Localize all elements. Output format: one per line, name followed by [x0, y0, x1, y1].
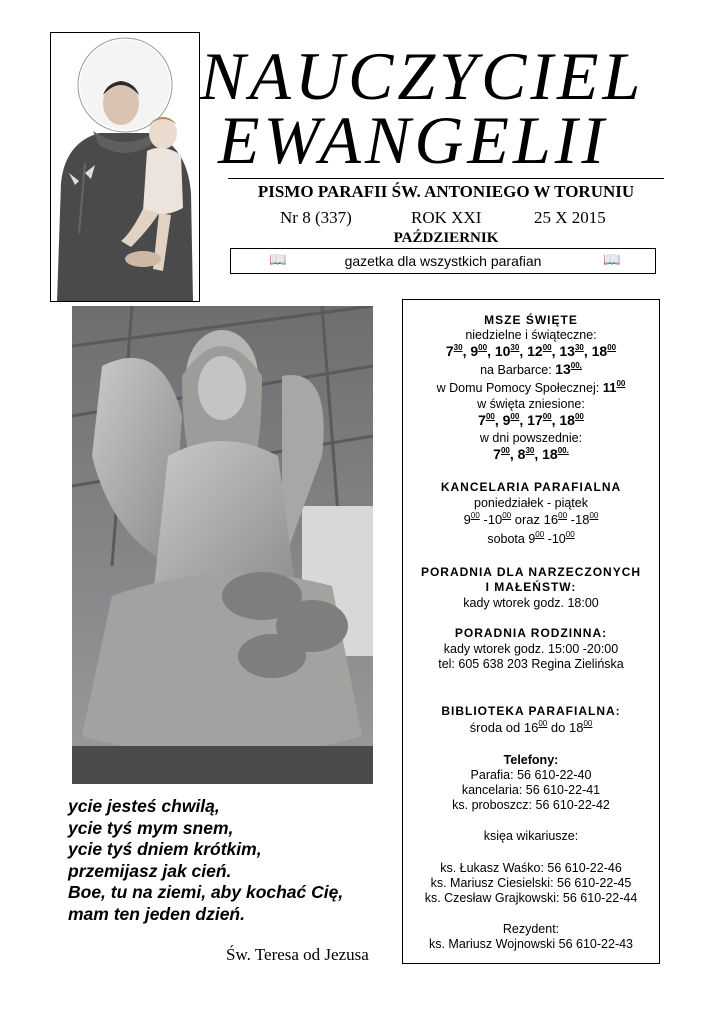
office-saturday: sobota $9^{00}$ $-10^{00}$: [487, 530, 575, 546]
poem: [68, 796, 398, 925]
parish-info-box: [402, 299, 660, 964]
library-text: środa od $16^{00}$ do $18^{00}$: [469, 719, 593, 735]
mass-time: $7^{00}$: [493, 446, 510, 462]
couples-heading: PORADNIA DLA NARZECZONYCH: [420, 565, 642, 579]
saint-anthony-picture: [50, 32, 200, 302]
phone-parish: Parafia: 56 610-22-40: [470, 768, 592, 782]
vicar-phone: ks. Czesław Grajkowski: 56 610-22-44: [424, 891, 638, 905]
poem-line: Boe, tu na ziemi, aby kochać Cię,: [68, 882, 344, 902]
issue-month: PAŹDZIERNIK: [393, 230, 499, 246]
sunday-label: niedzielne i świąteczne:: [465, 328, 597, 342]
poem-line: przemijasz jak cień.: [68, 860, 232, 881]
office-heading: KANCELARIA PARAFIALNA: [440, 480, 622, 494]
book-icon: 📖: [269, 251, 287, 267]
book-icon: 📖: [603, 251, 621, 267]
issue-date: 25 X 2015: [534, 208, 606, 227]
mass-time: $9^{00}$: [502, 412, 520, 428]
family-text-1: kady wtorek godz. 15:00 -20:00: [443, 642, 619, 656]
issue-year: ROK XXI: [411, 208, 482, 227]
tagline-box: [230, 248, 656, 274]
family-heading: PORADNIA RODZINNA:: [454, 626, 608, 640]
angel-statue-photo: [72, 306, 373, 784]
couples-heading-2: I MAŁEŃSTW:: [485, 580, 577, 594]
poem-line: ycie jesteś chwilą,: [68, 796, 220, 816]
office-days: poniedziałek - piątek: [474, 496, 588, 510]
masthead-subtitle: PISMO PARAFII ŚW. ANTONIEGO W TORUNIU: [257, 182, 635, 201]
poem-line: ycie tyś dniem krótkim,: [68, 839, 262, 859]
library-heading: BIBLIOTEKA PARAFIALNA:: [441, 704, 621, 718]
phones-heading: Telefony:: [503, 753, 559, 767]
mass-time: $8^{30}$: [517, 446, 535, 462]
phone-pastor: ks. proboszcz: 56 610-22-42: [452, 798, 610, 812]
mass-time: $12^{00}$: [527, 343, 552, 359]
weekday-label: w dni powszednie:: [479, 431, 583, 445]
mass-time: $7^{00}$: [478, 412, 495, 428]
poem-author: Św. Teresa od Jezusa: [226, 945, 369, 964]
family-text-2: tel: 605 638 203 Regina Zielińska: [438, 657, 624, 671]
issue-number: Nr 8 (337): [280, 208, 352, 227]
holy-days-times: $7^{00}$, $9^{00}$, $17^{00}$, $18^{00}$: [478, 412, 584, 428]
mass-time: $7^{30}$: [445, 343, 463, 359]
masses-heading: MSZE ŚWIĘTE: [484, 313, 578, 327]
barbarka-line: na Barbarce: $13^{00,}$: [480, 361, 582, 377]
resident-phone: ks. Mariusz Wojnowski 56 610-22-43: [428, 937, 634, 951]
phone-office: kancelaria: 56 610-22-41: [461, 783, 601, 797]
poem-line: ycie tyś mym snem,: [68, 817, 234, 838]
mass-time: $18^{00.}$: [542, 446, 569, 462]
vicar-phone: ks. Mariusz Ciesielski: 56 610-22-45: [430, 876, 632, 890]
couples-text: kady wtorek godz. 18:00: [463, 596, 599, 610]
holy-days-label: w święta zniesione:: [477, 397, 585, 411]
vicar-phone: ks. Łukasz Waśko: 56 610-22-46: [440, 861, 622, 875]
masthead-rule: [228, 178, 664, 179]
sunday-times: $7^{30}$, $9^{00}$, $10^{30}$, $12^{00}$, $13^{30}$, $18^{00}$: [445, 343, 617, 359]
mass-time: $18^{00}$: [559, 412, 584, 428]
office-hours: $9^{00}$ $-10^{00}$ oraz $16^{00}$ $-18^{00}$: [463, 511, 599, 527]
tagline: gazetka dla wszystkich parafian: [344, 253, 542, 269]
mass-time: $10^{30}$: [494, 343, 520, 359]
mass-time: $9^{00}$: [470, 343, 488, 359]
masthead-title-line-1: NAUCZYCIEL: [200, 38, 645, 114]
poem-line: mam ten jeden dzień.: [68, 903, 245, 924]
weekday-times: $7^{00}$, $8^{30}$, $18^{00.}$: [493, 446, 569, 462]
mass-time: $13^{30}$: [559, 343, 584, 359]
mass-time: $18^{00}$: [591, 343, 617, 359]
masthead-title-line-2: EWANGELII: [218, 102, 609, 178]
dps-line: w Domu Pomocy Społecznej: $11^{00}$: [436, 379, 626, 395]
vicars-label: księa wikariusze:: [483, 829, 579, 843]
resident-label: Rezydent:: [502, 922, 560, 936]
mass-time: $17^{00}$: [527, 412, 552, 428]
